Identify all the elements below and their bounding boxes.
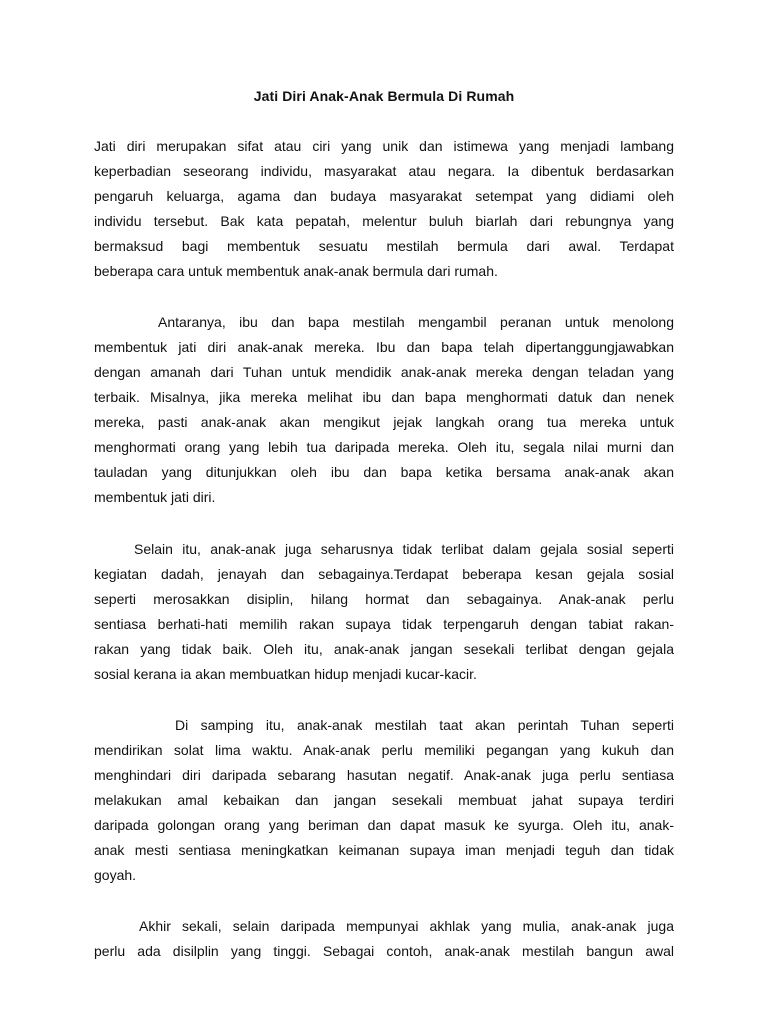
paragraph-line: sosial kerana ia akan membuatkan hidup menjadi kucar-kacir. xyxy=(94,666,477,682)
paragraph-line: dengan amanah dari Tuhan untuk mendidik anak-anak mereka dengan teladan yang xyxy=(94,364,674,380)
paragraph-line: terbaik. Misalnya, jika mereka melihat ibu dan bapa menghormati datuk dan nenek xyxy=(94,389,674,405)
paragraph-line: Di samping itu, anak-anak mestilah taat akan perintah Tuhan seperti xyxy=(175,717,674,733)
paragraph-line: menghindari diri daripada sebarang hasutan negatif. Anak-anak juga perlu sentiasa xyxy=(94,767,674,783)
paragraph-line: daripada golongan orang yang beriman dan dapat masuk ke syurga. Oleh itu, anak- xyxy=(94,817,674,833)
document-title: Jati Diri Anak-Anak Bermula Di Rumah xyxy=(253,88,515,104)
paragraph-line: seperti merosakkan disiplin, hilang hormat dan sebagainya. Anak-anak perlu xyxy=(94,591,674,607)
paragraph-line: rakan yang tidak baik. Oleh itu, anak-anak jangan sesekali terlibat dengan gejala xyxy=(94,641,674,657)
paragraph-line: melakukan amal kebaikan dan jangan sesekali membuat jahat supaya terdiri xyxy=(94,792,674,808)
paragraph-line: Antaranya, ibu dan bapa mestilah mengambil peranan untuk menolong xyxy=(158,314,674,330)
paragraph-line: goyah. xyxy=(94,867,137,883)
paragraph-line: membentuk jati diri anak-anak mereka. Ibu dan bapa telah dipertanggungjawabkan xyxy=(94,339,674,355)
paragraph-line: mendirikan solat lima waktu. Anak-anak perlu memiliki pegangan yang kukuh dan xyxy=(94,742,674,758)
paragraph-line: bermaksud bagi membentuk sesuatu mestilah bermula dari awal. Terdapat xyxy=(94,238,674,254)
paragraph-line: tauladan yang ditunjukkan oleh ibu dan bapa ketika bersama anak-anak akan xyxy=(94,464,674,480)
paragraph-line: sentiasa berhati-hati memilih rakan supaya tidak terpengaruh dengan tabiat rakan- xyxy=(94,616,674,632)
paragraph-line: perlu ada disilplin yang tinggi. Sebagai contoh, anak-anak mestilah bangun awal xyxy=(94,943,674,959)
paragraph-line: individu tersebut. Bak kata pepatah, melentur buluh biarlah dari rebungnya yang xyxy=(94,213,674,229)
paragraph-line: anak mesti sentiasa meningkatkan keimanan supaya iman menjadi teguh dan tidak xyxy=(94,842,674,858)
paragraph-line: pengaruh keluarga, agama dan budaya masyarakat setempat yang didiami oleh xyxy=(94,188,674,204)
paragraph-line: kegiatan dadah, jenayah dan sebagainya.Terdapat beberapa kesan gejala sosial xyxy=(94,566,674,582)
paragraph-line: mereka, pasti anak-anak akan mengikut jejak langkah orang tua mereka untuk xyxy=(94,414,674,430)
paragraph-line: menghormati orang yang lebih tua daripada mereka. Oleh itu, segala nilai murni dan xyxy=(94,439,674,455)
paragraph-line: Akhir sekali, selain daripada mempunyai akhlak yang mulia, anak-anak juga xyxy=(139,918,674,934)
paragraph-line: beberapa cara untuk membentuk anak-anak bermula dari rumah. xyxy=(94,263,498,279)
paragraph-line: membentuk jati diri. xyxy=(94,489,216,505)
paragraph-line: Jati diri merupakan sifat atau ciri yang unik dan istimewa yang menjadi lambang xyxy=(94,138,674,154)
paragraph-line: Selain itu, anak-anak juga seharusnya tidak terlibat dalam gejala sosial seperti xyxy=(134,541,674,557)
paragraph-line: keperbadian seseorang individu, masyarakat atau negara. Ia dibentuk berdasarkan xyxy=(94,163,674,179)
